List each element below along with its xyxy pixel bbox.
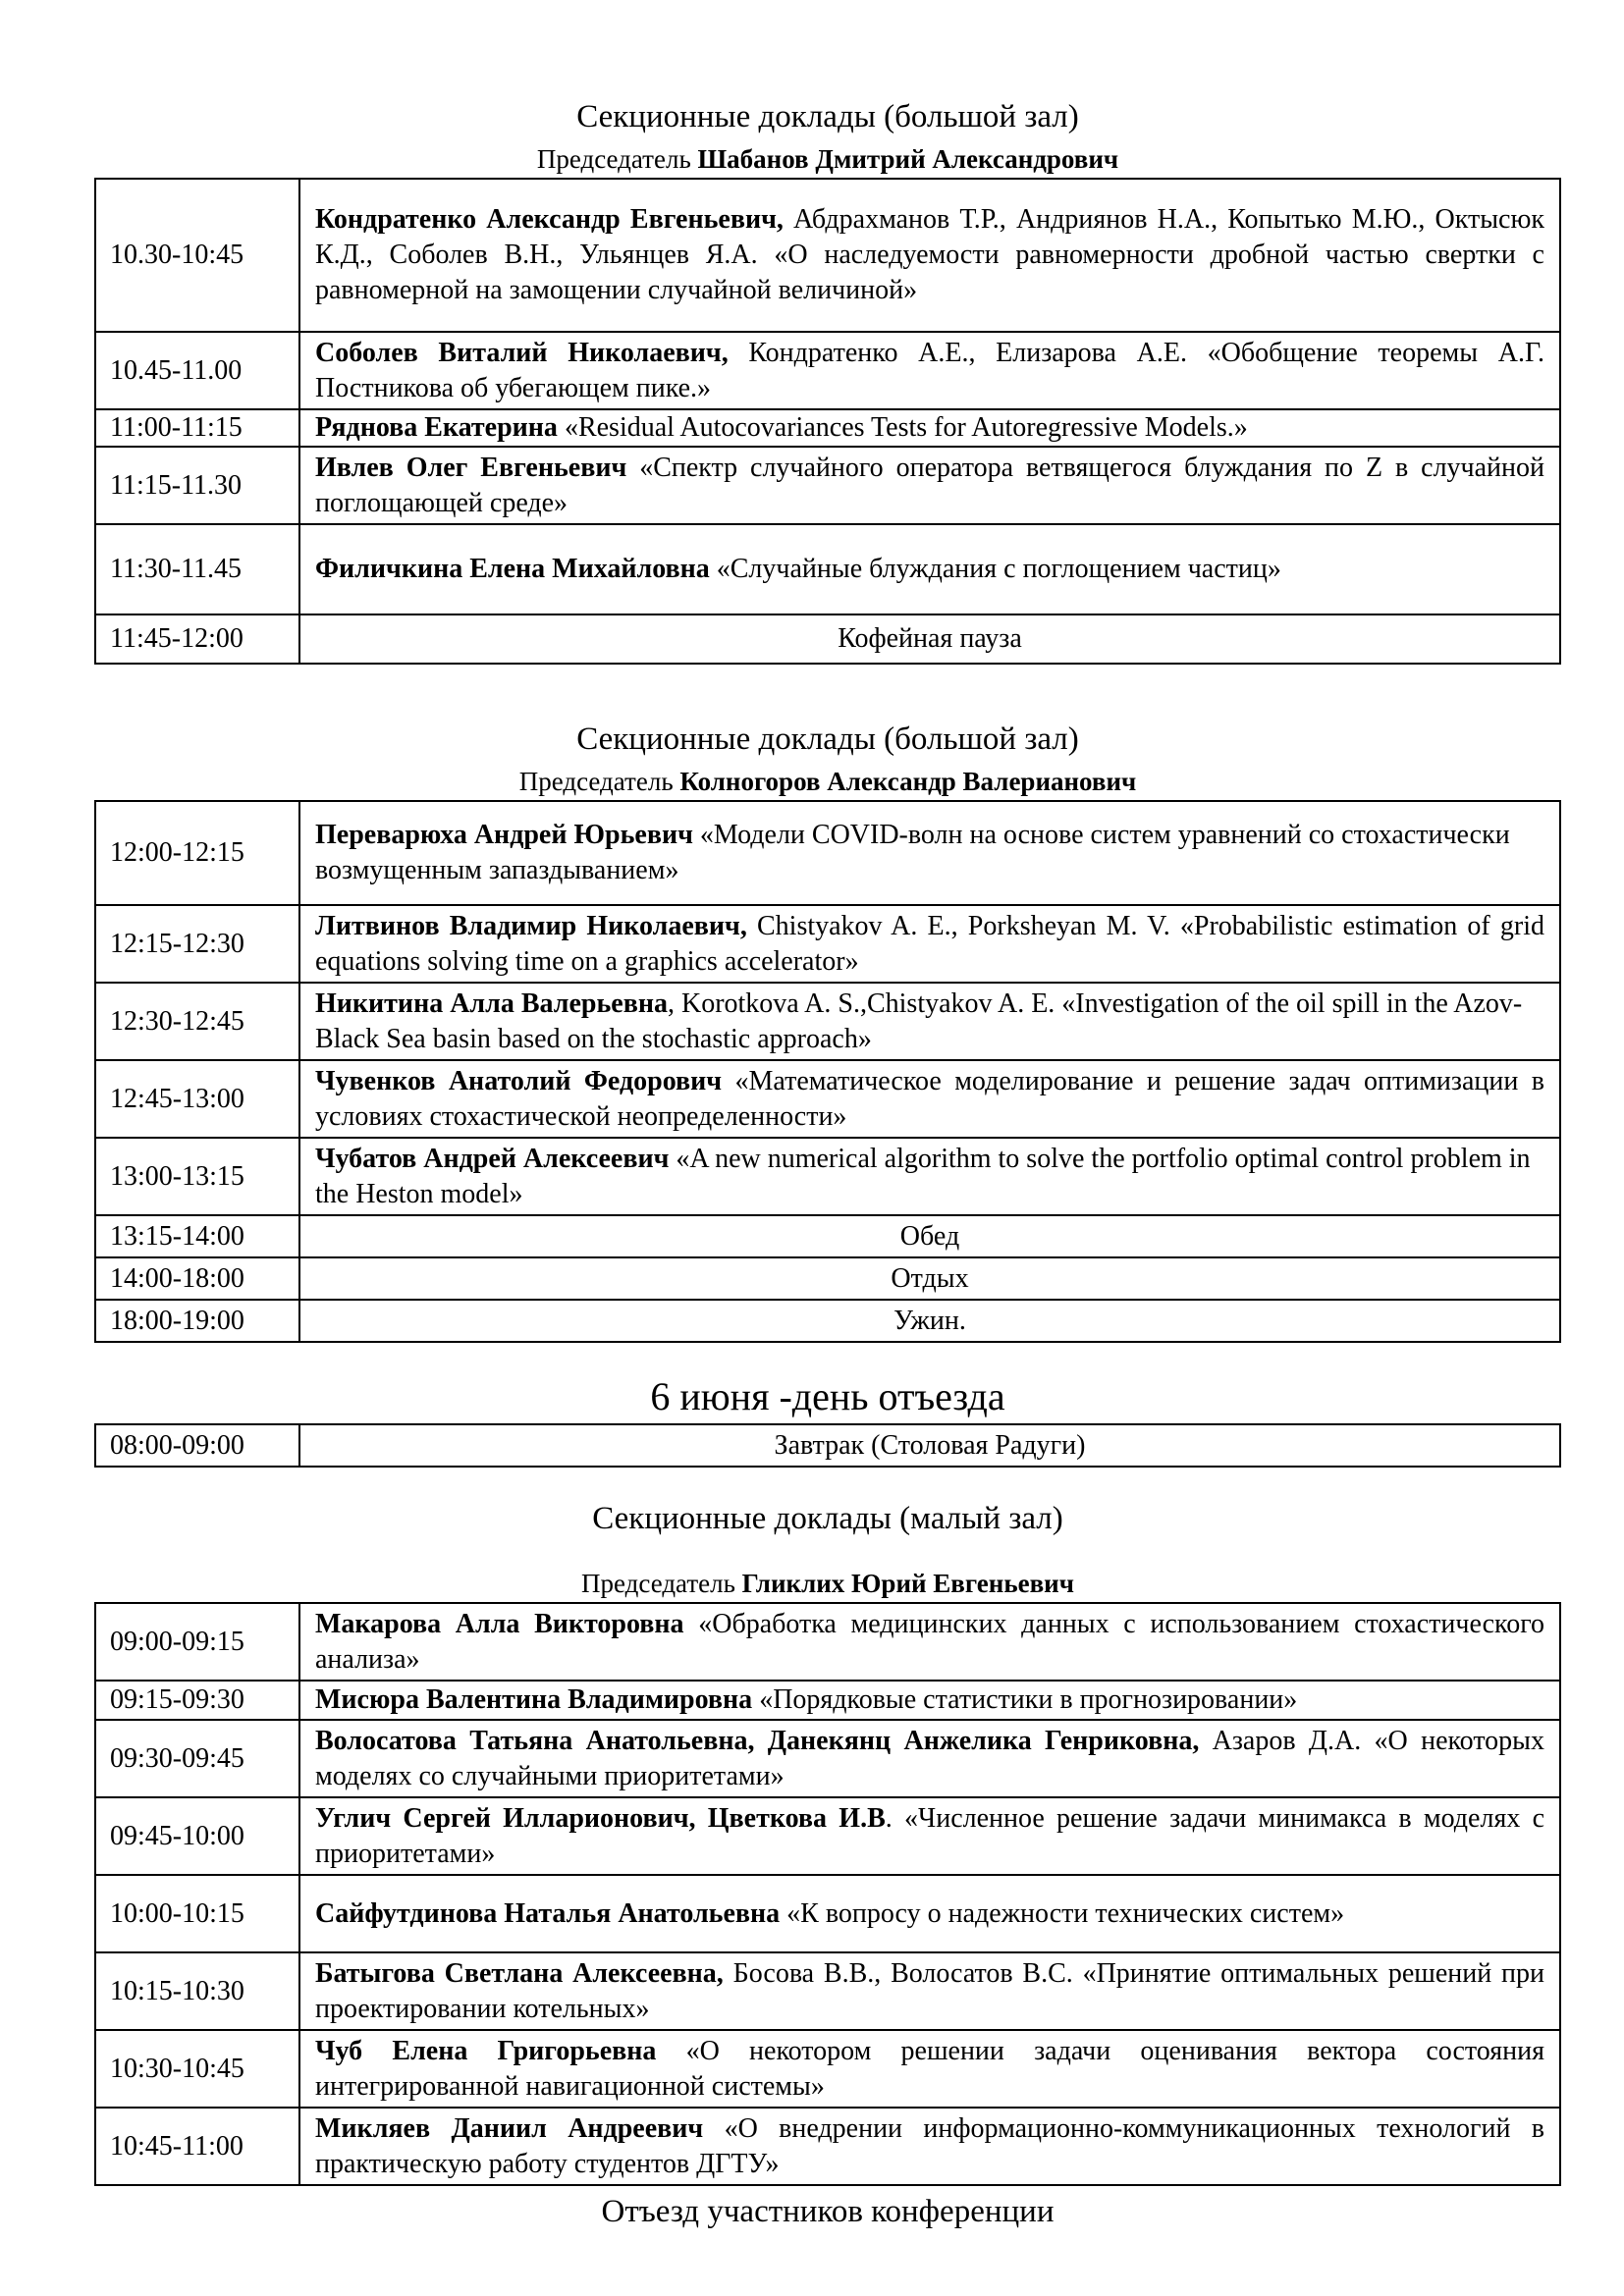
table-row [95,1424,1560,1467]
section2-heading: Секционные доклады (большой зал) [576,721,1079,757]
table-row [95,1720,1560,1797]
talk-text: «Математическое моделирование и решение задач оптимизации в условиях стохастической неопределенности» [315,1065,1544,1132]
talk-cell [299,524,1560,614]
time-cell: 09:30-09:45 [95,1720,299,1797]
time-cell: 09:00-09:15 [95,1603,299,1681]
chair-name: Гликлих Юрий Евгеньевич [741,1569,1074,1598]
talk-text: «Спектр случайного оператора ветвящегося блуждания по Z в случайной поглощающей среде» [315,452,1544,518]
table-row [95,2108,1560,2185]
speaker: Сайфутдинова Наталья Анатольевна [315,1897,781,1929]
talk-cell [299,332,1560,409]
footer-text: Отъезд участников конференции [601,2194,1055,2229]
table-row [95,1875,1560,1952]
section3-heading: Секционные доклады (малый зал) [592,1501,1063,1536]
talk-cell [299,1797,1560,1875]
talk-cell [299,2108,1560,2185]
speaker: Никитина Алла Валерьевна [315,988,668,1019]
talk-cell [299,1060,1560,1138]
speaker: Соболев Виталий Николаевич, [315,337,729,368]
time-cell: 10:45-11:00 [95,2108,299,2185]
table-row [95,1257,1560,1300]
breakfast-table [94,1423,1561,1468]
table-row [95,409,1560,447]
talk-text: «Случайные блуждания с поглощением частиц» [709,554,1281,584]
talk-cell [299,1681,1560,1720]
talk-text: «Обработка медицинских данных с использованием стохастического анализа» [315,1608,1544,1675]
speaker: Мисюра Валентина Владимировна [315,1684,753,1715]
speaker: Филичкина Елена Михайловна [315,554,710,584]
time-cell: 12:45-13:00 [95,1060,299,1138]
talk-text: «О некотором решении задачи оценивания вектора состояния интегрированной навигационной системы» [315,2035,1544,2102]
talk-text: «Порядковые статистики в прогнозировании» [752,1684,1298,1715]
talk-text: «К вопросу о надежности технических систем» [780,1897,1345,1929]
table-row [95,332,1560,409]
talk-cell [299,801,1560,905]
talk-cell [299,983,1560,1060]
time-cell: 11:00-11:15 [95,409,299,447]
table-row [95,1138,1560,1215]
table-row [95,1603,1560,1681]
talk-cell [299,1720,1560,1797]
table-row [95,1215,1560,1257]
speaker: Ряднова Екатерина [315,412,558,443]
section1-heading: Секционные доклады (большой зал) [576,99,1079,134]
break-cell: Кофейная пауза [299,614,1560,664]
talk-text: , Korotkova A. S.,Chistyakov A. E. «Investigation of the oil spill in the Azov-Black Sea basin based on the stochastic approach» [315,988,1523,1054]
section1-table [94,178,1561,665]
talk-text: «О внедрении информационно-коммуникационных технологий в практическую работу студентов ДГТУ» [315,2112,1545,2179]
talk-text: «Residual Autocovariances Tests for Autoregressive Models.» [557,412,1248,443]
time-cell: 10.30-10:45 [95,179,299,332]
break-cell: Завтрак (Столовая Радуги) [299,1424,1560,1467]
day-title: 6 июня -день отъезда [650,1374,1005,1418]
section3-chair [94,1568,1561,1599]
time-cell: 10:30-10:45 [95,2030,299,2108]
talk-text: Босова В.В., Волосатов В.С. «Принятие оптимальных решений при проектировании котельных» [315,1957,1544,2024]
talk-text: Азаров Д.А. «О некоторых моделях со случайными приоритетами» [315,1725,1544,1791]
talk-cell [299,179,1560,332]
time-cell: 10:15-10:30 [95,1952,299,2030]
section1-chair [94,143,1561,175]
table-row [95,1797,1560,1875]
section2-chair [94,766,1561,797]
section3-table [94,1602,1561,2186]
table-row [95,614,1560,664]
speaker: Переварюха Андрей Юрьевич [315,820,693,850]
table-row [95,1681,1560,1720]
table-row [95,983,1560,1060]
table-row [95,2030,1560,2108]
table-row [95,524,1560,614]
talk-text: «Модели COVID-волн на основе систем уравнений со стохастически возмущенным запаздыванием» [315,820,1510,885]
time-cell: 11:45-12:00 [95,614,299,664]
speaker: Волосатова Татьяна Анатольевна, Данекянц Анжелика Генриковна, [315,1725,1200,1756]
time-cell: 13:15-14:00 [95,1215,299,1257]
speaker: Чувенков Анатолий Федорович [315,1065,723,1096]
talk-cell [299,2030,1560,2108]
speaker: Чубатов Андрей Алексеевич [315,1143,670,1174]
break-cell: Ужин. [299,1300,1560,1342]
talk-cell [299,1603,1560,1681]
break-cell: Обед [299,1215,1560,1257]
section2-table [94,800,1561,1343]
chair-prefix: Председатель [581,1569,742,1598]
time-cell: 12:00-12:15 [95,801,299,905]
table-row [95,447,1560,524]
talk-cell [299,1875,1560,1952]
break-cell: Отдых [299,1257,1560,1300]
speaker: Макарова Алла Викторовна [315,1608,684,1639]
talk-cell [299,447,1560,524]
time-cell: 12:15-12:30 [95,905,299,983]
chair-name: Колногоров Александр Валерианович [679,767,1137,796]
time-cell: 09:15-09:30 [95,1681,299,1720]
table-row [95,905,1560,983]
table-row [95,801,1560,905]
time-cell: 14:00-18:00 [95,1257,299,1300]
chair-name: Шабанов Дмитрий Александрович [697,144,1119,174]
table-row [95,1300,1560,1342]
time-cell: 18:00-19:00 [95,1300,299,1342]
time-cell: 09:45-10:00 [95,1797,299,1875]
talk-cell [299,905,1560,983]
speaker: Углич Сергей Илларионович, Цветкова И.В [315,1802,886,1834]
talk-text: «A new numerical algorithm to solve the portfolio optimal control problem in the Heston model» [315,1143,1531,1209]
table-row [95,179,1560,332]
speaker: Кондратенко Александр Евгеньевич, [315,204,784,235]
time-cell: 13:00-13:15 [95,1138,299,1215]
time-cell: 12:30-12:45 [95,983,299,1060]
time-cell: 10:00-10:15 [95,1875,299,1952]
chair-prefix: Председатель [518,767,680,796]
speaker: Ивлев Олег Евгеньевич [315,452,627,483]
speaker: Литвинов Владимир Николаевич, [315,910,747,941]
talk-text: . «Численное решение задачи минимакса в моделях с приоритетами» [315,1802,1544,1869]
time-cell: 08:00-09:00 [95,1424,299,1467]
table-row [95,1060,1560,1138]
talk-text: Chistyakov A. E., Porksheyan M. V. «Probabilistic estimation of grid equations solving time on a graphics accelerator» [315,910,1544,977]
talk-text: Абдрахманов Т.Р., Андриянов Н.А., Копытько М.Ю., Октысюк К.Д., Соболев В.Н., Ульянцев Я.А. «О наследуемости равномерности дробной частью свертки с равномерной на замощении случайной величиной» [315,204,1544,305]
chair-prefix: Председатель [536,144,698,174]
talk-cell [299,1952,1560,2030]
time-cell: 11:30-11.45 [95,524,299,614]
speaker: Батыгова Светлана Алексеевна, [315,1957,724,1989]
talk-cell [299,1138,1560,1215]
table-row [95,1952,1560,2030]
speaker: Микляев Даниил Андреевич [315,2112,704,2144]
time-cell: 11:15-11.30 [95,447,299,524]
talk-cell [299,409,1560,447]
speaker: Чуб Елена Григорьевна [315,2035,657,2066]
talk-text: Кондратенко А.Е., Елизарова А.Е. «Обобщение теоремы А.Г. Постникова об убегающем пике.» [315,337,1544,403]
time-cell: 10.45-11.00 [95,332,299,409]
